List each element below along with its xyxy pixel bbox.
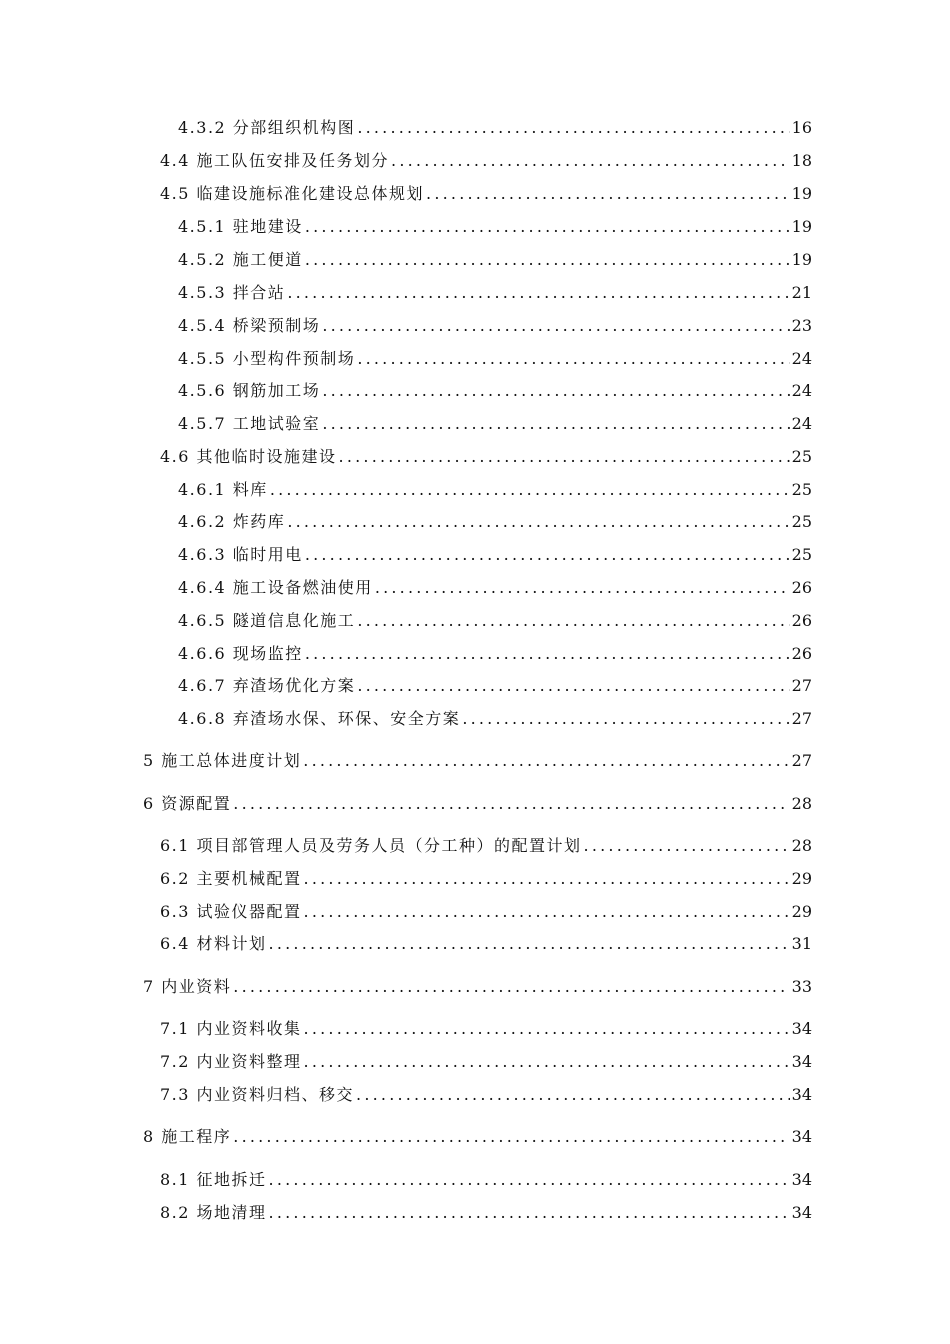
toc-leader — [375, 577, 790, 599]
toc-page-number: 25 — [791, 480, 812, 499]
toc-leader — [391, 150, 790, 172]
toc-entry-4-3-2[interactable] — [178, 117, 812, 139]
toc-page-number: 28 — [791, 836, 812, 855]
toc-page-number: 18 — [791, 151, 812, 170]
toc-title: 4.6.7 弃渣场优化方案 — [178, 676, 356, 695]
toc-title: 4.6.2 炸药库 — [178, 512, 286, 531]
toc-entry-7-3[interactable] — [160, 1084, 812, 1106]
toc-leader — [304, 1051, 790, 1073]
toc-page-number: 27 — [791, 676, 812, 695]
toc-title: 4.6.1 料库 — [178, 480, 268, 499]
toc-title: 4.6.6 现场监控 — [178, 644, 303, 663]
toc-page-number: 23 — [791, 316, 812, 335]
toc-entry-4-6-7[interactable] — [178, 675, 812, 697]
toc-entry-4-4[interactable] — [160, 150, 812, 172]
toc-entry-4-5-5[interactable] — [178, 348, 812, 370]
toc-title: 6.4 材料计划 — [160, 934, 267, 953]
toc-title: 4.4 施工队伍安排及任务划分 — [160, 151, 390, 170]
toc-page-number: 24 — [791, 349, 812, 368]
toc-leader — [269, 1169, 790, 1191]
toc-entry-5[interactable] — [143, 750, 812, 772]
toc-page-number: 26 — [791, 644, 812, 663]
toc-leader — [322, 315, 789, 337]
toc-page-number: 29 — [791, 902, 812, 921]
toc-title: 8 施工程序 — [143, 1127, 232, 1146]
toc-leader — [305, 216, 790, 238]
toc-title: 6 资源配置 — [143, 794, 232, 813]
toc-title: 4.5 临建设施标准化建设总体规划 — [160, 184, 425, 203]
toc-title: 7.3 内业资料归档、移交 — [160, 1085, 355, 1104]
toc-leader — [357, 117, 789, 139]
toc-title: 4.6.5 隧道信息化施工 — [178, 611, 356, 630]
toc-leader — [304, 1018, 790, 1040]
toc-page-number: 27 — [791, 751, 812, 770]
toc-leader — [462, 708, 789, 730]
toc-page-number: 34 — [791, 1127, 812, 1146]
toc-leader — [233, 1126, 789, 1148]
toc-leader — [233, 976, 789, 998]
toc-entry-8-2[interactable] — [160, 1202, 812, 1224]
toc-page-number: 34 — [791, 1085, 812, 1104]
toc-title: 7.2 内业资料整理 — [160, 1052, 302, 1071]
toc-title: 4.5.6 钢筋加工场 — [178, 381, 321, 400]
toc-leader — [339, 446, 790, 468]
toc-entry-7-2[interactable] — [160, 1051, 812, 1073]
toc-entry-4-6-6[interactable] — [178, 643, 812, 665]
toc-leader — [322, 413, 789, 435]
toc-leader — [322, 380, 789, 402]
toc-leader — [303, 750, 789, 772]
toc-page-number: 19 — [791, 217, 812, 236]
toc-title: 4.5.7 工地试验室 — [178, 414, 321, 433]
toc-page-number: 24 — [791, 381, 812, 400]
toc-leader — [287, 282, 789, 304]
toc-page-number: 25 — [791, 545, 812, 564]
toc-page-number: 16 — [791, 118, 812, 137]
toc-title: 6.3 试验仪器配置 — [160, 902, 302, 921]
toc-leader — [356, 1084, 790, 1106]
toc-leader — [269, 1202, 790, 1224]
toc-entry-8[interactable] — [143, 1126, 812, 1148]
toc-page-number: 24 — [791, 414, 812, 433]
toc-title: 4.5.3 拌合站 — [178, 283, 286, 302]
toc-leader — [269, 933, 790, 955]
toc-title: 4.5.4 桥梁预制场 — [178, 316, 321, 335]
toc-title: 4.6.3 临时用电 — [178, 545, 303, 564]
toc-entry-4-6-3[interactable] — [178, 544, 812, 566]
toc-title: 8.2 场地清理 — [160, 1203, 267, 1222]
toc-page-number: 19 — [791, 250, 812, 269]
toc-entry-6-2[interactable] — [160, 868, 812, 890]
toc-entry-6-3[interactable] — [160, 901, 812, 923]
toc-page-number: 21 — [791, 283, 812, 302]
toc-entry-7[interactable] — [143, 976, 812, 998]
toc-entry-4-5-1[interactable] — [178, 216, 812, 238]
toc-page-number: 34 — [791, 1019, 812, 1038]
toc-title: 4.5.5 小型构件预制场 — [178, 349, 356, 368]
toc-entry-4-6-8[interactable] — [178, 708, 812, 730]
toc-leader — [357, 348, 789, 370]
toc-leader — [305, 544, 790, 566]
toc-page-number: 29 — [791, 869, 812, 888]
toc-page-number: 26 — [791, 611, 812, 630]
toc-entry-4-5-4[interactable] — [178, 315, 812, 337]
toc-entry-4-5[interactable] — [160, 183, 812, 205]
toc-title: 7.1 内业资料收集 — [160, 1019, 302, 1038]
toc-title: 6.2 主要机械配置 — [160, 869, 302, 888]
toc-leader — [305, 643, 790, 665]
toc-page-number: 19 — [791, 184, 812, 203]
toc-page-number: 34 — [791, 1052, 812, 1071]
toc-entry-4-6-1[interactable] — [178, 479, 812, 501]
toc-entry-7-1[interactable] — [160, 1018, 812, 1040]
toc-page-number: 31 — [791, 934, 812, 953]
toc-entry-4-6-5[interactable] — [178, 610, 812, 632]
toc-entry-4-6-2[interactable] — [178, 511, 812, 533]
toc-entry-4-6-4[interactable] — [178, 577, 812, 599]
toc-page-number: 34 — [791, 1203, 812, 1222]
toc-entry-6[interactable] — [143, 793, 812, 815]
toc-leader — [584, 835, 790, 857]
toc-title: 4.5.1 驻地建设 — [178, 217, 303, 236]
toc-entry-6-1[interactable] — [160, 835, 812, 857]
toc-leader — [305, 249, 790, 271]
toc-entry-4-5-6[interactable] — [178, 380, 812, 402]
toc-title: 4.6 其他临时设施建设 — [160, 447, 337, 466]
toc-title: 4.6.4 施工设备燃油使用 — [178, 578, 373, 597]
toc-entry-4-5-2[interactable] — [178, 249, 812, 271]
toc-leader — [233, 793, 789, 815]
toc-leader — [287, 511, 789, 533]
toc-page-number: 26 — [791, 578, 812, 597]
toc-entry-4-5-3[interactable] — [178, 282, 812, 304]
toc-page-number: 25 — [791, 512, 812, 531]
toc-page-number: 33 — [791, 977, 812, 996]
toc-page-number: 27 — [791, 709, 812, 728]
toc-page-number: 34 — [791, 1170, 812, 1189]
toc-title: 6.1 项目部管理人员及劳务人员（分工种）的配置计划 — [160, 836, 582, 855]
toc-title: 8.1 征地拆迁 — [160, 1170, 267, 1189]
toc-page-number: 25 — [791, 447, 812, 466]
toc-leader — [304, 868, 790, 890]
toc-leader — [357, 610, 789, 632]
toc-title: 7 内业资料 — [143, 977, 232, 996]
toc-page-number: 28 — [791, 794, 812, 813]
toc-entry-4-6[interactable] — [160, 446, 812, 468]
toc-leader — [270, 479, 790, 501]
toc-title: 4.3.2 分部组织机构图 — [178, 118, 356, 137]
toc-entry-6-4[interactable] — [160, 933, 812, 955]
toc-entry-8-1[interactable] — [160, 1169, 812, 1191]
toc-leader — [304, 901, 790, 923]
toc-title: 4.6.8 弃渣场水保、环保、安全方案 — [178, 709, 461, 728]
toc-leader — [426, 183, 790, 205]
toc-title: 5 施工总体进度计划 — [143, 751, 302, 770]
toc-leader — [357, 675, 789, 697]
toc-entry-4-5-7[interactable] — [178, 413, 812, 435]
toc-title: 4.5.2 施工便道 — [178, 250, 303, 269]
